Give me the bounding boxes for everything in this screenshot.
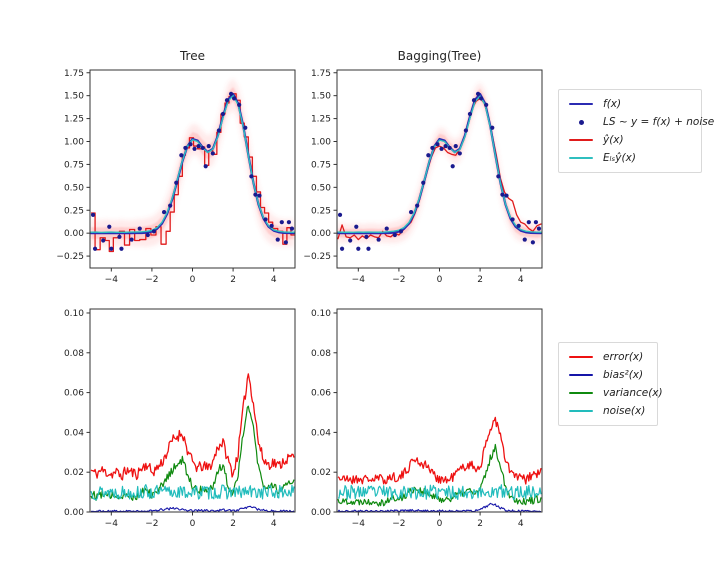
svg-text:0.06: 0.06: [63, 388, 84, 399]
subplot-title-bagging: Bagging(Tree): [397, 49, 482, 63]
svg-text:0: 0: [189, 275, 196, 285]
svg-text:0.00: 0.00: [310, 508, 331, 518]
svg-text:4: 4: [517, 519, 524, 529]
subplot-bagging: [287, 46, 552, 300]
svg-text:4: 4: [517, 275, 524, 285]
svg-text:2: 2: [230, 275, 236, 285]
svg-text:0.10: 0.10: [310, 308, 331, 319]
legend-label-bias: bias²(x): [603, 369, 644, 381]
legend-label-variance: variance(x): [603, 387, 663, 399]
svg-text:0.04: 0.04: [310, 428, 331, 439]
legend-item-variance: [568, 386, 663, 400]
svg-text:2: 2: [477, 519, 483, 529]
legend-label-mean: Eₗₛŷ(x): [603, 152, 636, 164]
svg-text:4: 4: [270, 275, 277, 285]
svg-text:−2: −2: [145, 275, 159, 285]
svg-text:0.06: 0.06: [310, 388, 331, 399]
svg-text:0: 0: [189, 519, 196, 529]
svg-text:0: 0: [436, 275, 443, 285]
svg-text:2: 2: [230, 519, 236, 529]
svg-text:0.75: 0.75: [63, 160, 84, 171]
svg-text:−4: −4: [104, 275, 118, 285]
subplot-tree-decomposition: [40, 285, 305, 544]
svg-text:1.75: 1.75: [310, 68, 331, 79]
svg-text:1.25: 1.25: [63, 114, 84, 125]
f-line-swatch: [568, 99, 594, 109]
svg-text:−2: −2: [145, 519, 159, 529]
legend-item-yhat: [568, 133, 691, 147]
svg-text:1.00: 1.00: [63, 137, 84, 148]
subplot-title-tree: Tree: [179, 49, 205, 63]
svg-text:0.50: 0.50: [63, 183, 84, 194]
svg-text:0.25: 0.25: [310, 206, 331, 217]
legend-label-ls: LS ~ y = f(x) + noise: [603, 116, 715, 128]
legend-label-error: error(x): [603, 351, 644, 363]
svg-text:−0.25: −0.25: [303, 252, 331, 263]
svg-text:1.50: 1.50: [63, 91, 84, 102]
svg-text:0.00: 0.00: [310, 229, 331, 240]
svg-text:0.08: 0.08: [310, 348, 331, 359]
svg-text:0.10: 0.10: [63, 308, 84, 319]
legend-top: [558, 89, 715, 173]
legend-item-f: [568, 97, 691, 111]
mean-line-swatch: [568, 153, 594, 163]
svg-text:1.50: 1.50: [310, 91, 331, 102]
svg-text:0.00: 0.00: [63, 508, 84, 518]
legend-label-yhat: ŷ(x): [603, 134, 624, 146]
svg-text:0.75: 0.75: [310, 160, 331, 171]
svg-text:4: 4: [270, 519, 277, 529]
legend-item-error: [568, 350, 647, 364]
legend-label-f: f(x): [603, 98, 622, 110]
legend-label-noise: noise(x): [603, 405, 646, 417]
svg-text:0.08: 0.08: [63, 348, 84, 359]
svg-text:1.25: 1.25: [310, 114, 331, 125]
bias-line-swatch: [568, 370, 594, 380]
legend-bottom: [558, 342, 663, 426]
error-line-swatch: [568, 352, 594, 362]
svg-text:0.02: 0.02: [310, 468, 331, 479]
svg-text:0.50: 0.50: [310, 183, 331, 194]
svg-text:0: 0: [436, 519, 443, 529]
svg-text:2: 2: [477, 275, 483, 285]
ls-marker-swatch: [568, 117, 594, 127]
svg-text:1.00: 1.00: [310, 137, 331, 148]
svg-text:0.00: 0.00: [63, 229, 84, 240]
subplot-tree: [40, 46, 305, 300]
legend-item-noise: [568, 404, 647, 418]
svg-text:−4: −4: [351, 275, 365, 285]
subplot-bagging-decomposition: [287, 285, 552, 544]
noise-line-swatch: [568, 406, 594, 416]
svg-text:0.25: 0.25: [63, 206, 84, 217]
legend-item-bias: [568, 368, 647, 382]
svg-text:−2: −2: [392, 519, 406, 529]
svg-text:−4: −4: [351, 519, 365, 529]
svg-text:1.75: 1.75: [63, 68, 84, 79]
variance-line-swatch: [568, 388, 594, 398]
legend-item-mean: [568, 151, 691, 165]
svg-text:0.04: 0.04: [63, 428, 84, 439]
svg-text:−4: −4: [104, 519, 118, 529]
svg-text:0.02: 0.02: [63, 468, 84, 479]
svg-text:−2: −2: [392, 275, 406, 285]
legend-item-ls: [568, 115, 715, 129]
yhat-line-swatch: [568, 135, 594, 145]
svg-text:−0.25: −0.25: [56, 252, 84, 263]
